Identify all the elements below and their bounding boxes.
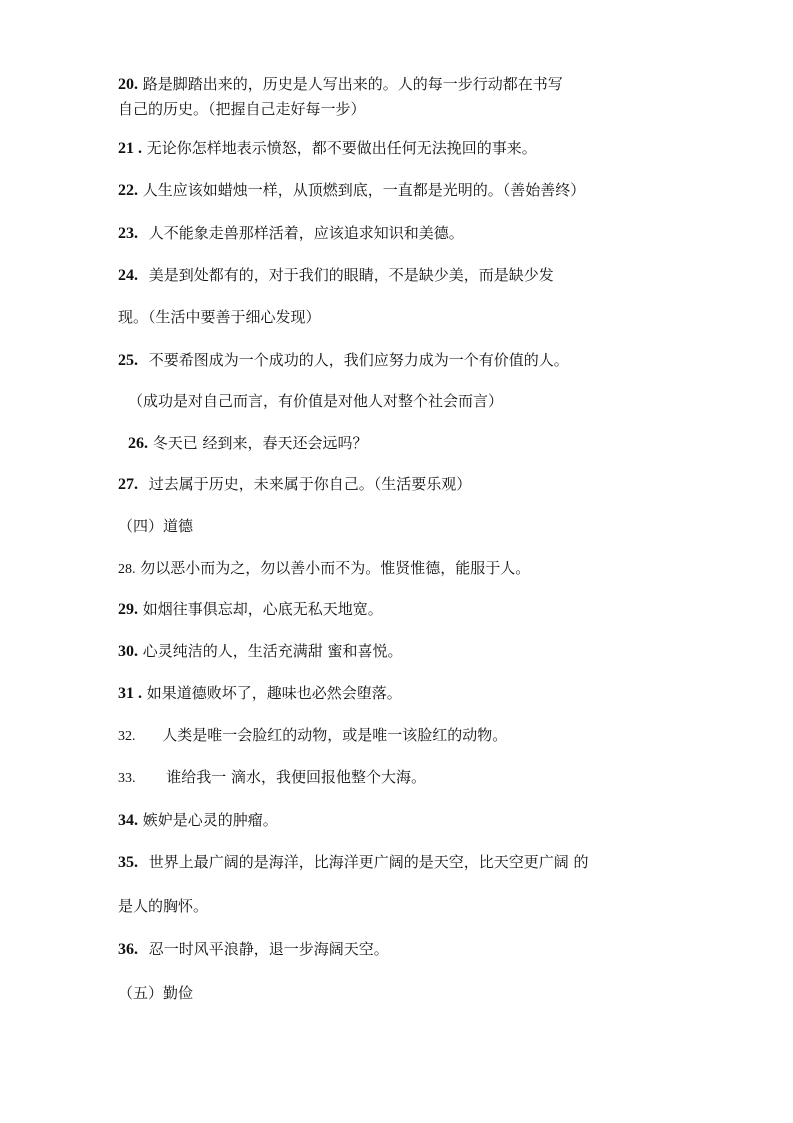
item-number: 31 .: [118, 685, 142, 702]
item-text: 如果道德败坏了，趣味也必然会堕落。: [146, 684, 402, 702]
item-text: 嫉妒是心灵的肿瘤。: [142, 811, 278, 829]
item-35-line-2: [118, 896, 208, 916]
item-24-line-2: [118, 307, 321, 327]
item-29: [118, 599, 383, 620]
item-text: 心灵纯洁的人，生活充满甜 蜜和喜悦。: [142, 642, 403, 660]
section-heading-text: （五）勤俭: [118, 984, 194, 1002]
item-number: 25.: [118, 352, 138, 369]
item-text: 忍一时风平浪静，退一步海阔天空。: [148, 940, 389, 958]
item-21: [118, 138, 537, 159]
item-number: 26.: [128, 435, 148, 452]
item-text: 勿以恶小而为之，勿以善小而不为。惟贤惟德，能服于人。: [140, 559, 531, 577]
item-25-line-1: [118, 350, 569, 371]
item-text: 路是脚踏出来的，历史是人写出来的。人的每一步行动都在书写: [142, 75, 563, 93]
item-text: 自己的历史。（把握自己走好每一步）: [118, 100, 366, 118]
item-35-line-1: [118, 852, 589, 873]
item-text: 过去属于历史，未来属于你自己。（生活要乐观）: [148, 475, 472, 493]
item-24-line-1: [118, 265, 554, 286]
item-number: 34.: [118, 812, 138, 829]
item-25-line-2: [128, 391, 503, 411]
item-number: 36.: [118, 941, 138, 958]
section-heading-morality: [118, 516, 193, 536]
section-heading-diligence: [118, 983, 193, 1003]
item-text: 无论你怎样地表示愤怒，都不要做出任何无法挽回的事来。: [146, 139, 537, 157]
item-34: [118, 810, 278, 831]
item-text: 人生应该如蜡烛一样，从顶燃到底，一直都是光明的。（善始善终）: [142, 181, 586, 199]
item-text: 人类是唯一会脸红的动物，或是唯一该脸红的动物。: [162, 726, 508, 744]
item-20-line-1: [118, 74, 563, 95]
item-text: 美是到处都有的，对于我们的眼睛，不是缺少美，而是缺少发: [148, 266, 554, 284]
item-text: 如烟往事俱忘却，心底无私天地宽。: [142, 600, 383, 618]
item-36: [118, 939, 389, 960]
item-number: 28.: [118, 562, 136, 577]
item-number: 27.: [118, 476, 138, 493]
item-number: 33.: [118, 771, 136, 786]
item-text: （成功是对自己而言，有价值是对他人对整个社会而言）: [128, 392, 504, 410]
item-23: [118, 223, 464, 244]
item-text: 世界上最广阔的是海洋，比海洋更广阔的是天空，比天空更广阔 的: [148, 853, 589, 871]
item-31: [118, 683, 402, 704]
item-number: 20.: [118, 76, 138, 93]
section-heading-text: （四）道德: [118, 517, 194, 535]
item-20-line-2: [118, 99, 366, 119]
item-number: 23.: [118, 225, 138, 242]
item-30: [118, 641, 403, 662]
item-text: 现。（生活中要善于细心发现）: [118, 308, 321, 326]
item-27: [118, 474, 471, 495]
item-number: 24.: [118, 267, 138, 284]
item-number: 30.: [118, 643, 138, 660]
item-text: 不要希图成为一个成功的人，我们应努力成为一个有价值的人。: [148, 351, 569, 369]
item-26: [128, 433, 368, 454]
item-text: 谁给我一 滴水，我便回报他整个大海。: [166, 768, 427, 786]
item-text: 是人的胸怀。: [118, 897, 209, 915]
item-28: [118, 558, 530, 580]
item-number: 21 .: [118, 140, 142, 157]
item-number: 35.: [118, 854, 138, 871]
item-number: 32.: [118, 729, 136, 744]
item-32: [118, 725, 507, 747]
item-text: 人不能象走兽那样活着，应该追求知识和美德。: [148, 224, 464, 242]
item-number: 22.: [118, 182, 138, 199]
item-22: [118, 180, 585, 201]
item-33: [118, 767, 426, 789]
item-text: 冬天已 经到来，春天还会远吗？: [152, 434, 368, 452]
item-number: 29.: [118, 601, 138, 618]
